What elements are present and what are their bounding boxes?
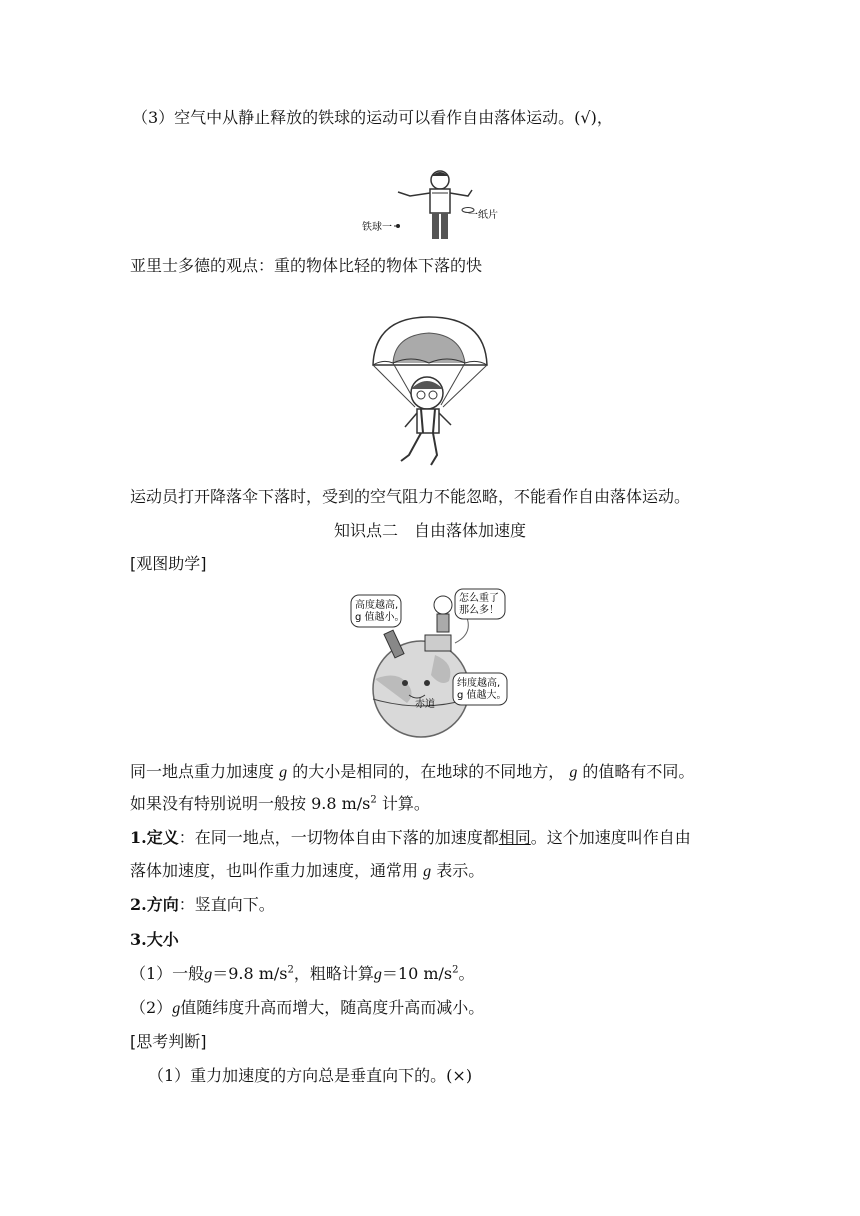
definition2-a: 落体加速度，也叫作重力加速度，通常用 (130, 861, 419, 880)
size2-a: （2） (130, 998, 173, 1017)
direction-label: 2.方向 (130, 895, 179, 914)
size1-b: ＝9.8 m/s (212, 964, 288, 983)
g-symbol: g (373, 966, 382, 983)
equator-label: 赤道 (415, 699, 435, 710)
size1-d: ＝10 m/s (381, 964, 453, 983)
definition-same: 相同 (498, 828, 531, 847)
g-intro-line2 (130, 793, 430, 815)
bubble-left-line1: 高度越高, (355, 600, 399, 611)
statement-3: （3）空气中从静止释放的铁球的运动可以看作自由落体运动。(√)， (132, 108, 613, 127)
aristotle-view: 亚里士多德的观点：重的物体比轻的物体下落的快 (130, 256, 483, 275)
iron-ball-paper-figure (360, 168, 510, 242)
parachute-explanation: 运动员打开降落伞下落时，受到的空气阻力不能忽略，不能看作自由落体运动。 (130, 487, 691, 506)
bubble-right-line1: 纬度越高, (457, 678, 501, 689)
think-statement-1: （1）重力加速度的方向总是垂直向下的。(×) (148, 1066, 473, 1085)
definition-a: ：在同一地点，一切物体自由下落的加速度都 (178, 828, 499, 847)
size1-c: ，粗略计算 (293, 964, 374, 983)
g-symbol: g (172, 1000, 181, 1017)
g-symbol: g (279, 764, 288, 781)
size2-b: 值随纬度升高而增大，随高度升高而减小。 (180, 998, 485, 1017)
superscript-2: 2 (370, 794, 377, 806)
size-item-1 (130, 963, 475, 986)
bubble-top-line1: 怎么重了 (459, 593, 499, 604)
g-intro-b: 的大小是相同的，在地球的不同地方， (292, 762, 565, 781)
g-intro-a: 同一地点重力加速度 (130, 762, 275, 781)
direction-line (130, 894, 275, 916)
size-item-2 (130, 997, 484, 1020)
bubble-top-line2: 那么多！ (459, 605, 499, 616)
definition-label: 1.定义 (130, 828, 179, 847)
think-label: [思考判断] (130, 1032, 207, 1051)
definition-b: 。这个加速度叫作自由 (530, 828, 691, 847)
superscript-2: 2 (452, 964, 459, 976)
g-symbol: g (569, 764, 578, 781)
direction-text: ：竖直向下。 (178, 895, 275, 914)
view-label: [观图助学] (130, 554, 207, 573)
g-symbol: g (423, 863, 432, 880)
size1-e: 。 (458, 964, 475, 983)
definition-line1 (130, 827, 691, 849)
g-intro-line1 (130, 761, 694, 784)
g-intro2-b: 计算。 (376, 794, 430, 813)
size-label: 3.大小 (130, 930, 179, 949)
parachute-figure (365, 315, 495, 470)
section-title: 知识点二 自由落体加速度 (333, 521, 526, 540)
g-symbol: g (204, 966, 213, 983)
bubble-left-line2: g 值越小。 (355, 612, 405, 623)
definition2-b: 表示。 (436, 861, 485, 880)
iron-ball-label: 铁球一 (362, 222, 392, 233)
definition-line2 (130, 860, 484, 883)
earth-gravity-figure (345, 583, 515, 741)
size1-a: （1）一般 (130, 964, 205, 983)
g-intro-c: 的值略有不同。 (582, 762, 695, 781)
bubble-right-line2: g 值越大。 (457, 690, 507, 701)
size-heading (130, 929, 179, 951)
g-intro2-a: 如果没有特别说明一般按 9.8 m/s (130, 794, 371, 813)
superscript-2: 2 (287, 964, 294, 976)
paper-label: 一纸片 (468, 210, 498, 221)
